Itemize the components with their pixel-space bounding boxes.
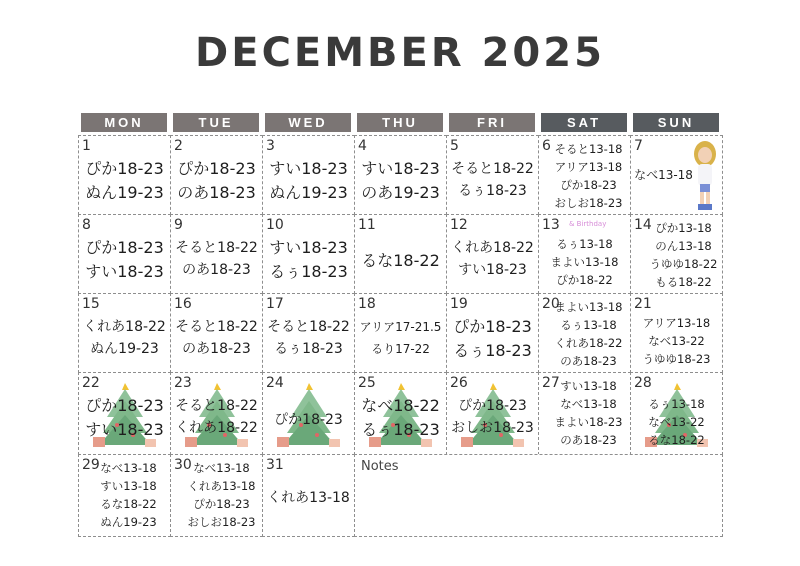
day-number: 6 [542,138,551,154]
day-number: 14 [634,217,652,233]
day-cell-21 [630,293,723,373]
day-cell-28 [630,372,723,455]
day-number: 18 [358,296,376,312]
day-number: 27 [542,375,560,391]
weekday-header-wed: WED [265,113,351,132]
weekday-header-thu: THU [357,113,443,132]
shift-entry: なべ13-18 [193,461,250,475]
day-number: 23 [174,375,192,391]
shift-entry: ぴか13-18 [655,221,712,235]
day-cell-12 [446,214,539,294]
shift-entry: くれあ18-22 [554,336,623,350]
day-cell-4 [354,135,447,215]
shift-entry: ぴか18-23 [453,317,532,336]
day-number: 4 [358,138,367,154]
day-cell-2 [170,135,263,215]
shift-entry: くれあ18-22 [175,420,258,436]
day-cell-25 [354,372,447,455]
day-cell-19 [446,293,539,373]
weekday-header-sat: SAT [541,113,627,132]
shift-entry: ぴか18-23 [274,412,343,428]
shift-entry: ぬん19-23 [85,183,164,202]
notes-label: Notes [361,459,399,474]
shift-entry: そると18-22 [175,319,258,335]
day-number: 31 [266,457,284,473]
day-number: 20 [542,296,560,312]
day-cell-7 [630,135,723,215]
notes-box [354,454,723,537]
shift-entry: すい18-23 [269,159,348,178]
day-number: 15 [82,296,100,312]
shift-entry: るり17-22 [371,342,430,356]
day-cell-8 [78,214,171,294]
shift-entry: アリア13-18 [554,160,623,174]
shift-entry: るな18-22 [361,251,440,270]
shift-entry: そると18-22 [451,161,534,177]
shift-entry: のん13-18 [655,239,712,253]
day-cell-1 [78,135,171,215]
shift-entry: そると18-22 [175,398,258,414]
day-cell-30 [170,454,263,537]
shift-entry: おしお18-23 [451,420,534,436]
shift-entry: なべ13-18 [560,397,617,411]
birthday-badge: & Birthday [569,220,607,228]
day-number: 1 [82,138,91,154]
shift-entry: くれあ13-18 [187,479,256,493]
shift-entry: のあ18-23 [177,183,256,202]
day-number: 7 [634,138,643,154]
shift-entry: なべ13-18 [100,461,157,475]
shift-entry: なべ13-22 [648,415,705,429]
day-cell-18 [354,293,447,373]
shift-entry: くれあ18-22 [451,240,534,256]
shift-entry: ぴか18-22 [556,273,613,287]
shift-entry: なべ13-22 [648,334,705,348]
shift-entry: うゆゆ18-22 [649,257,718,271]
day-cell-23 [170,372,263,455]
shift-entry: るな18-22 [648,433,705,447]
calendar-title: DECEMBER 2025 [195,30,605,76]
day-number: 12 [450,217,468,233]
shift-entry: もる18-22 [655,275,712,289]
shift-entry: ぴか18-23 [85,238,164,257]
shift-entry: すい18-23 [458,262,527,278]
shift-entry: ぴか18-23 [85,396,164,415]
day-number: 21 [634,296,652,312]
day-number: 9 [174,217,183,233]
day-cell-22 [78,372,171,455]
shift-entry: うゆゆ18-23 [642,352,711,366]
day-cell-29 [78,454,171,537]
day-cell-27 [538,372,631,455]
shift-entry: のあ18-23 [560,354,617,368]
shift-entry: おしお18-23 [554,196,623,210]
day-number: 26 [450,375,468,391]
shift-entry: くれあ13-18 [267,490,350,506]
shift-entry: まよい18-23 [554,415,623,429]
day-cell-26 [446,372,539,455]
shift-entry: るぅ18-23 [458,183,527,199]
day-cell-14 [630,214,723,294]
shift-entry: すい18-23 [85,262,164,281]
day-number: 19 [450,296,468,312]
day-number: 30 [174,457,192,473]
shift-entry: るな18-22 [100,497,157,511]
shift-entry: くれあ18-22 [83,319,166,335]
shift-entry: すい13-18 [560,379,617,393]
day-number: 28 [634,375,652,391]
day-number: 29 [82,457,100,473]
shift-entry: ぴか18-23 [193,497,250,511]
shift-entry: るぅ18-23 [274,341,343,357]
day-number: 22 [82,375,100,391]
weekday-header-mon: MON [81,113,167,132]
shift-entry: アリア13-18 [642,316,711,330]
day-cell-5 [446,135,539,215]
shift-entry: のあ19-23 [361,183,440,202]
day-number: 11 [358,217,376,233]
shift-entry: るぅ18-23 [453,341,532,360]
day-number: 13 [542,217,560,233]
day-cell-6 [538,135,631,215]
shift-entry: るぅ18-23 [269,262,348,281]
shift-entry: のあ18-23 [560,433,617,447]
day-cell-16 [170,293,263,373]
shift-entry: ぴか18-23 [85,159,164,178]
day-cell-10 [262,214,355,294]
shift-entry: そると13-18 [554,142,623,156]
day-number: 25 [358,375,376,391]
day-number: 2 [174,138,183,154]
weekday-header-fri: FRI [449,113,535,132]
shift-entry: るぅ13-18 [648,397,705,411]
shift-entry: のあ18-23 [182,262,251,278]
shift-entry: なべ13-18 [634,168,693,182]
weekday-header-tue: TUE [173,113,259,132]
shift-entry: ぬん19-23 [100,515,157,529]
shift-entry: アリア17-21.5 [359,320,442,334]
day-number: 8 [82,217,91,233]
day-number: 3 [266,138,275,154]
day-cell-20 [538,293,631,373]
shift-entry: ぴか18-23 [560,178,617,192]
shift-entry: まよい13-18 [550,255,619,269]
shift-entry: そると18-22 [175,240,258,256]
day-number: 5 [450,138,459,154]
day-number: 24 [266,375,284,391]
day-cell-31 [262,454,355,537]
shift-entry: のあ18-23 [182,341,251,357]
shift-entry: ぴか18-23 [177,159,256,178]
shift-entry: るぅ18-23 [361,420,440,439]
day-number: 17 [266,296,284,312]
shift-entry: おしお18-23 [187,515,256,529]
day-number: 10 [266,217,284,233]
shift-entry: るぅ13-18 [556,237,613,251]
day-cell-11 [354,214,447,294]
shift-entry: すい18-23 [269,238,348,257]
shift-entry: まよい13-18 [554,300,623,314]
day-number: 16 [174,296,192,312]
day-cell-13 [538,214,631,294]
day-cell-24 [262,372,355,455]
shift-entry: すい18-23 [85,420,164,439]
shift-entry: ぬん19-23 [269,183,348,202]
shift-entry: なべ18-22 [361,396,440,415]
day-cell-9 [170,214,263,294]
day-cell-17 [262,293,355,373]
day-cell-3 [262,135,355,215]
shift-entry: すい18-23 [361,159,440,178]
day-cell-15 [78,293,171,373]
shift-entry: るぅ13-18 [560,318,617,332]
shift-entry: ぴか18-23 [458,398,527,414]
shift-entry: すい13-18 [100,479,157,493]
shift-entry: ぬん19-23 [90,341,159,357]
weekday-header-sun: SUN [633,113,719,132]
shift-entry: そると18-22 [267,319,350,335]
